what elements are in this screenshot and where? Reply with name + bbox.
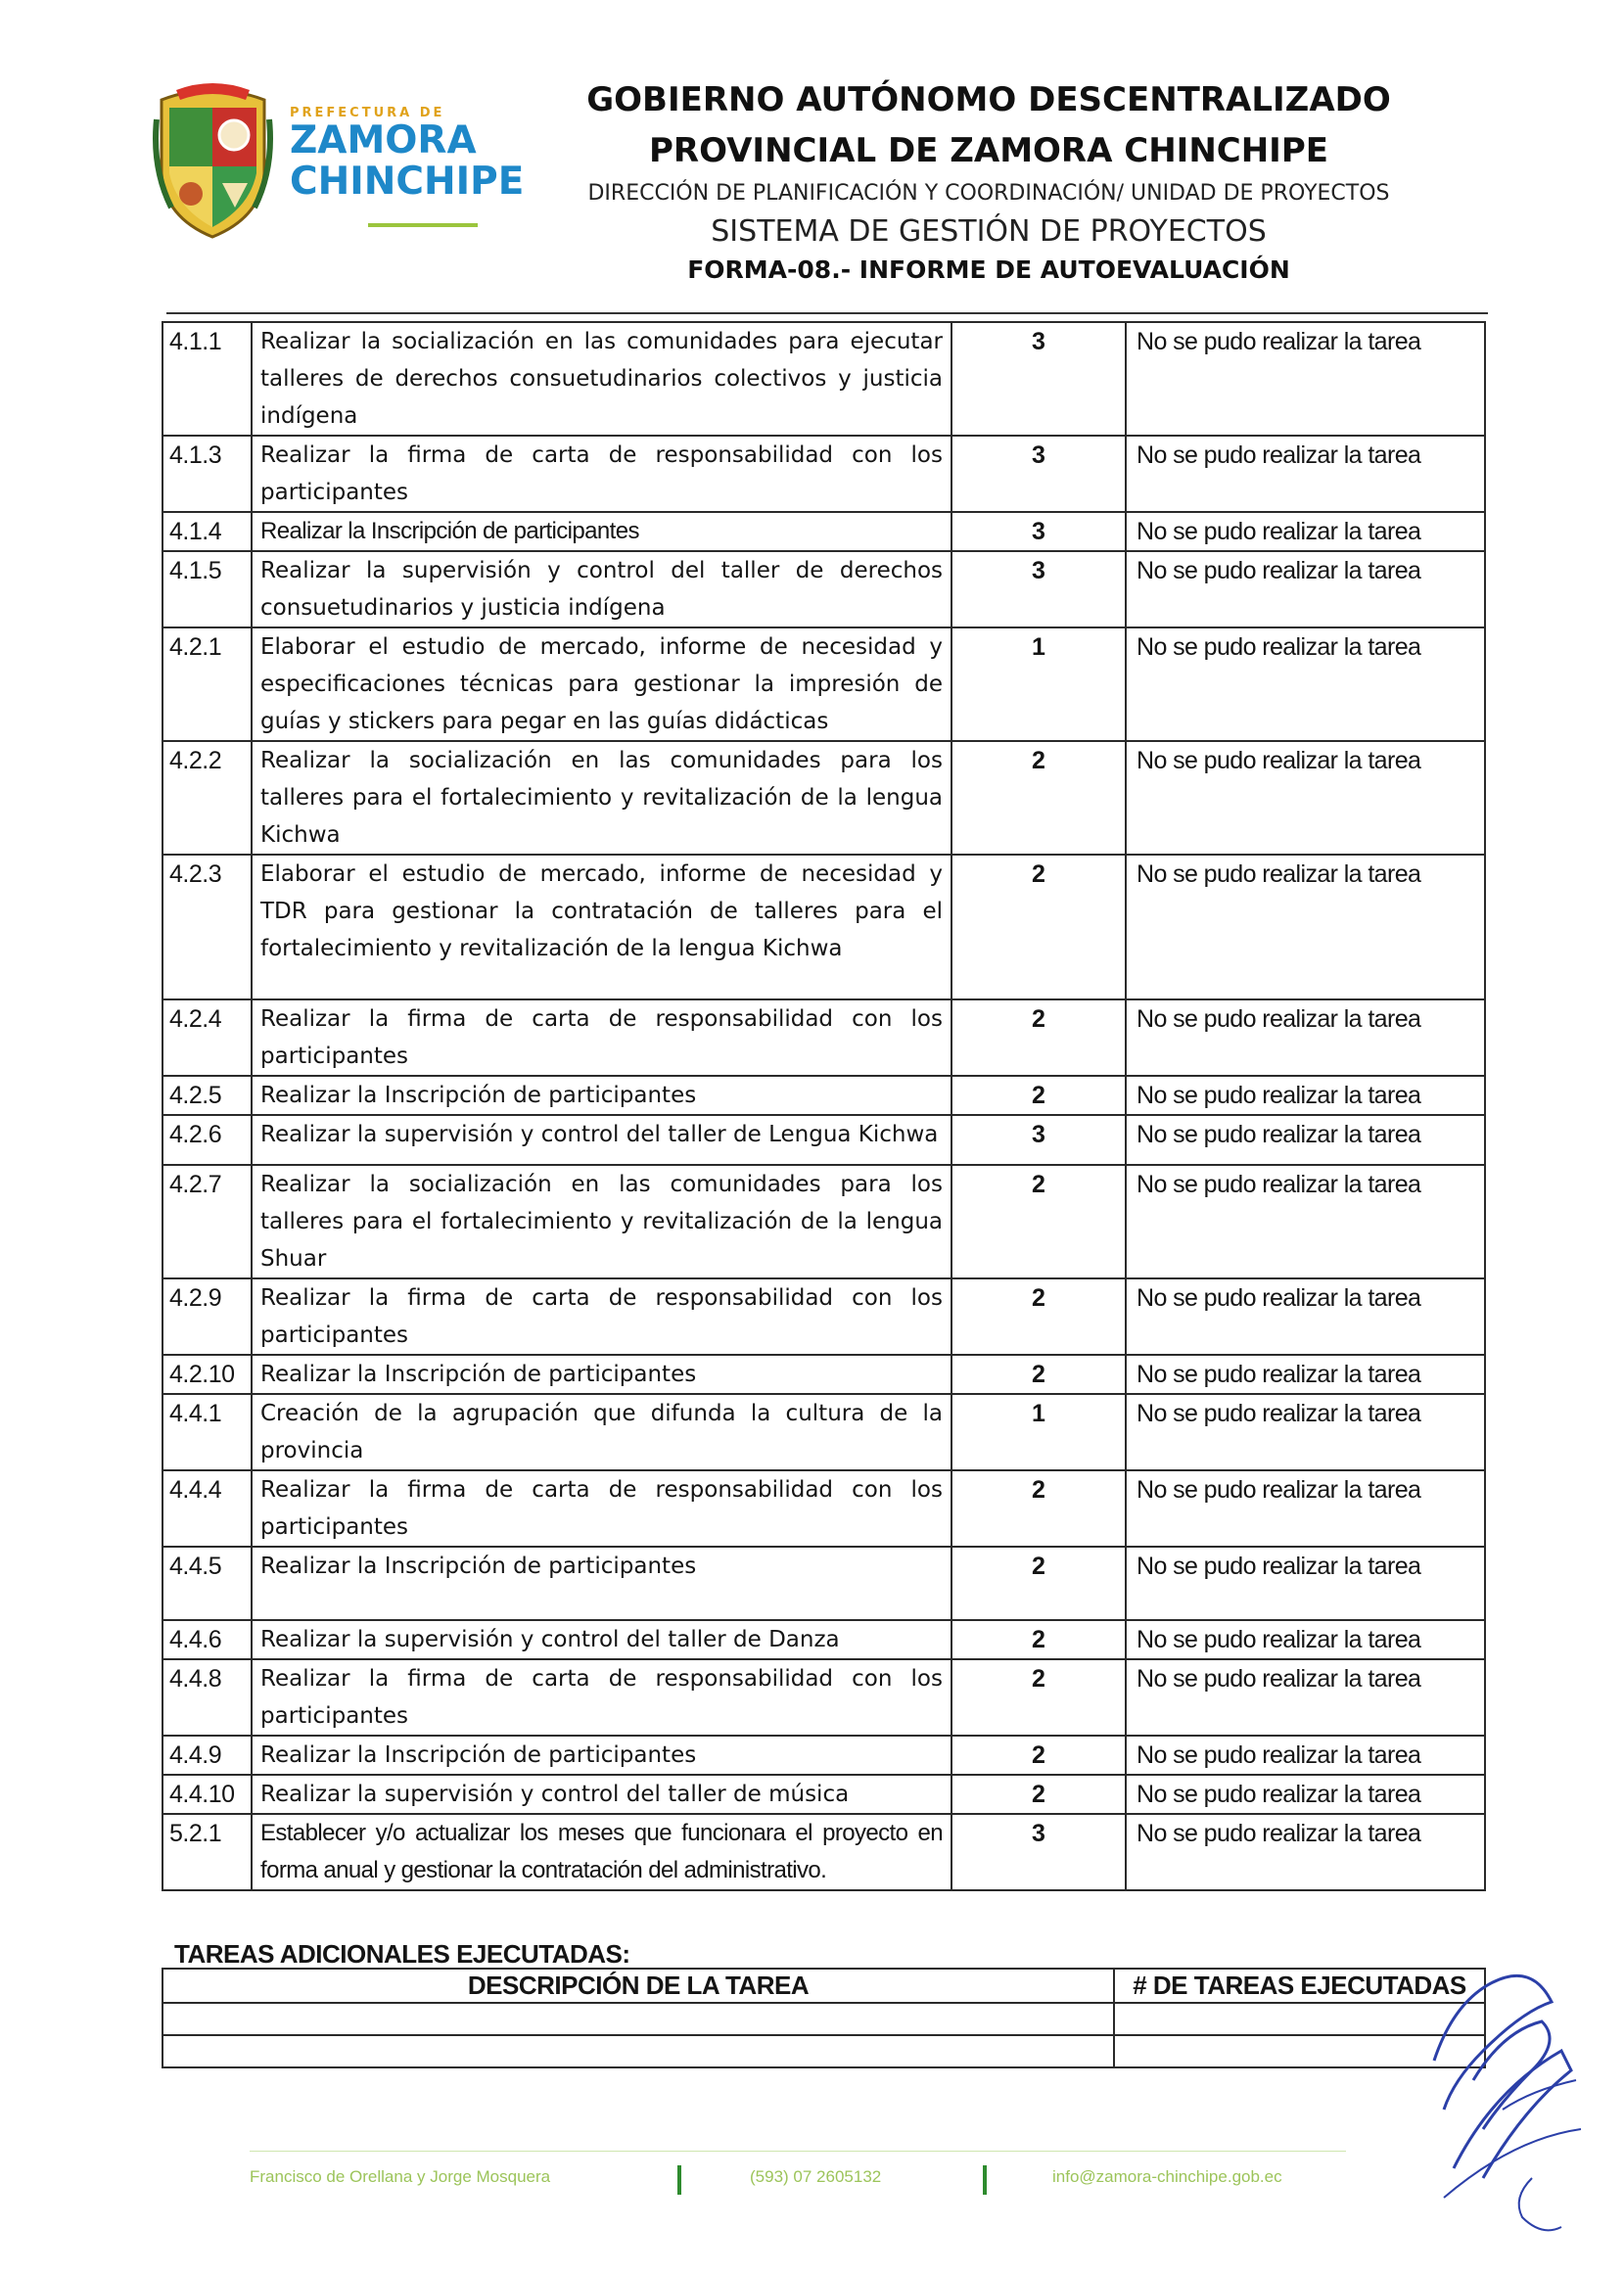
empty-cell bbox=[162, 2035, 1114, 2067]
task-value: 2 bbox=[951, 855, 1126, 999]
task-description: Elaborar el estudio de mercado, informe de necesidad y TDR para gestionar la contratación de talleres para el fortalecimiento y revitalización de la lengua Kichwa bbox=[252, 855, 951, 999]
table-row bbox=[162, 512, 1485, 551]
task-status: No se pudo realizar la tarea bbox=[1126, 1278, 1485, 1355]
task-value: 3 bbox=[951, 551, 1126, 627]
task-description: Realizar la firma de carta de responsabilidad con los participantes bbox=[252, 1470, 951, 1547]
task-status: No se pudo realizar la tarea bbox=[1126, 1814, 1485, 1890]
footer-phone: (593) 07 2605132 bbox=[750, 2167, 882, 2186]
task-description: Realizar la socialización en las comunidades para los talleres para el fortalecimiento y revitalización de la lengua Shuar bbox=[252, 1165, 951, 1278]
task-value: 3 bbox=[951, 1814, 1126, 1890]
task-value: 3 bbox=[951, 322, 1126, 436]
table-row bbox=[162, 1470, 1485, 1547]
task-code: 4.4.8 bbox=[162, 1659, 252, 1736]
task-description: Realizar la Inscripción de participantes bbox=[252, 512, 951, 551]
task-description: Realizar la firma de carta de responsabilidad con los participantes bbox=[252, 1659, 951, 1736]
task-status: No se pudo realizar la tarea bbox=[1126, 512, 1485, 551]
task-description: Realizar la supervisión y control del taller de derechos consuetudinarios y justicia indígena bbox=[252, 551, 951, 627]
table-row bbox=[162, 999, 1485, 1076]
task-code: 4.4.5 bbox=[162, 1547, 252, 1620]
task-status: No se pudo realizar la tarea bbox=[1126, 999, 1485, 1076]
task-status: No se pudo realizar la tarea bbox=[1126, 1620, 1485, 1659]
task-code: 4.2.3 bbox=[162, 855, 252, 999]
table-row bbox=[162, 1165, 1485, 1278]
task-value: 1 bbox=[951, 627, 1126, 741]
task-value: 1 bbox=[951, 1394, 1126, 1470]
task-status: No se pudo realizar la tarea bbox=[1126, 1775, 1485, 1814]
task-value: 2 bbox=[951, 1076, 1126, 1115]
task-status: No se pudo realizar la tarea bbox=[1126, 1659, 1485, 1736]
header-title-line-1: GOBIERNO AUTÓNOMO DESCENTRALIZADO bbox=[586, 80, 1391, 119]
task-code: 4.2.2 bbox=[162, 741, 252, 855]
table-row bbox=[162, 1547, 1485, 1620]
header-form-title: FORMA-08.- INFORME DE AUTOEVALUACIÓN bbox=[687, 255, 1290, 284]
header-divider bbox=[166, 312, 1488, 314]
task-description: Elaborar el estudio de mercado, informe de necesidad y especificaciones técnicas para gestionar la impresión de guías y stickers para pegar en las guías didácticas bbox=[252, 627, 951, 741]
task-code: 4.1.1 bbox=[162, 322, 252, 436]
task-description: Realizar la Inscripción de participantes bbox=[252, 1355, 951, 1394]
table-row bbox=[162, 1620, 1485, 1659]
empty-cell bbox=[162, 2003, 1114, 2035]
additional-tasks-table bbox=[162, 1968, 1486, 2068]
table-row bbox=[162, 2003, 1485, 2035]
task-code: 4.4.9 bbox=[162, 1736, 252, 1775]
task-description: Realizar la firma de carta de responsabilidad con los participantes bbox=[252, 1278, 951, 1355]
footer-email: info@zamora-chinchipe.gob.ec bbox=[1052, 2167, 1282, 2186]
header-system: SISTEMA DE GESTIÓN DE PROYECTOS bbox=[711, 214, 1267, 249]
task-code: 4.1.4 bbox=[162, 512, 252, 551]
task-value: 2 bbox=[951, 1620, 1126, 1659]
task-status: No se pudo realizar la tarea bbox=[1126, 1076, 1485, 1115]
task-value: 3 bbox=[951, 1115, 1126, 1165]
table-row bbox=[162, 1076, 1485, 1115]
task-description: Creación de la agrupación que difunda la cultura de la provincia bbox=[252, 1394, 951, 1470]
task-status: No se pudo realizar la tarea bbox=[1126, 1165, 1485, 1278]
task-value: 2 bbox=[951, 999, 1126, 1076]
task-description: Realizar la socialización en las comunidades para ejecutar talleres de derechos consuetudinarios colectivos y justicia indígena bbox=[252, 322, 951, 436]
task-description: Realizar la Inscripción de participantes bbox=[252, 1076, 951, 1115]
table-row bbox=[162, 1736, 1485, 1775]
task-description: Realizar la socialización en las comunidades para los talleres para el fortalecimiento y revitalización de la lengua Kichwa bbox=[252, 741, 951, 855]
task-value: 3 bbox=[951, 512, 1126, 551]
task-value: 2 bbox=[951, 1470, 1126, 1547]
logo-small-text: PREFECTURA DE bbox=[290, 106, 445, 120]
footer-divider bbox=[250, 2151, 1346, 2152]
task-value: 2 bbox=[951, 1736, 1126, 1775]
col-count-header: # DE TAREAS EJECUTADAS bbox=[1114, 1969, 1485, 2003]
task-code: 4.1.3 bbox=[162, 436, 252, 512]
header-direction: DIRECCIÓN DE PLANIFICACIÓN Y COORDINACIÓN/ UNIDAD DE PROYECTOS bbox=[587, 181, 1390, 206]
task-status: No se pudo realizar la tarea bbox=[1126, 741, 1485, 855]
table-row bbox=[162, 551, 1485, 627]
task-status: No se pudo realizar la tarea bbox=[1126, 322, 1485, 436]
additional-tasks-title: TAREAS ADICIONALES EJECUTADAS: bbox=[174, 1939, 630, 1969]
task-value: 2 bbox=[951, 1659, 1126, 1736]
footer-separator bbox=[677, 2165, 681, 2195]
logo-line-2: CHINCHIPE bbox=[290, 160, 525, 204]
table-row bbox=[162, 436, 1485, 512]
table-row bbox=[162, 1355, 1485, 1394]
task-code: 4.4.10 bbox=[162, 1775, 252, 1814]
footer-address: Francisco de Orellana y Jorge Mosquera bbox=[250, 2167, 551, 2186]
table-row bbox=[162, 627, 1485, 741]
task-code: 4.4.1 bbox=[162, 1394, 252, 1470]
task-status: No se pudo realizar la tarea bbox=[1126, 855, 1485, 999]
table-row bbox=[162, 1394, 1485, 1470]
task-description: Realizar la Inscripción de participantes bbox=[252, 1736, 951, 1775]
logo-line-1: ZAMORA bbox=[290, 118, 477, 162]
task-status: No se pudo realizar la tarea bbox=[1126, 1355, 1485, 1394]
task-description: Realizar la firma de carta de responsabilidad con los participantes bbox=[252, 999, 951, 1076]
prefecture-wordmark bbox=[290, 106, 524, 203]
table-row bbox=[162, 741, 1485, 855]
col-description-header: DESCRIPCIÓN DE LA TAREA bbox=[162, 1969, 1114, 2003]
task-code: 4.4.6 bbox=[162, 1620, 252, 1659]
table-row bbox=[162, 2035, 1485, 2067]
task-status: No se pudo realizar la tarea bbox=[1126, 551, 1485, 627]
task-status: No se pudo realizar la tarea bbox=[1126, 1547, 1485, 1620]
task-description: Realizar la supervisión y control del taller de música bbox=[252, 1775, 951, 1814]
task-description: Realizar la supervisión y control del taller de Lengua Kichwa bbox=[252, 1115, 951, 1165]
task-status: No se pudo realizar la tarea bbox=[1126, 436, 1485, 512]
table-row bbox=[162, 1775, 1485, 1814]
task-value: 2 bbox=[951, 1775, 1126, 1814]
table-row bbox=[162, 1115, 1485, 1165]
task-description: Realizar la Inscripción de participantes bbox=[252, 1547, 951, 1620]
handwritten-signature bbox=[1415, 1943, 1601, 2266]
task-code: 5.2.1 bbox=[162, 1814, 252, 1890]
table-row bbox=[162, 1814, 1485, 1890]
task-code: 4.2.9 bbox=[162, 1278, 252, 1355]
self-evaluation-table bbox=[162, 321, 1486, 1891]
task-table-body bbox=[162, 322, 1485, 1890]
task-code: 4.2.1 bbox=[162, 627, 252, 741]
header-title-line-2: PROVINCIAL DE ZAMORA CHINCHIPE bbox=[649, 131, 1328, 170]
task-code: 4.2.4 bbox=[162, 999, 252, 1076]
task-code: 4.2.6 bbox=[162, 1115, 252, 1165]
task-status: No se pudo realizar la tarea bbox=[1126, 1736, 1485, 1775]
task-value: 3 bbox=[951, 436, 1126, 512]
task-code: 4.4.4 bbox=[162, 1470, 252, 1547]
task-code: 4.2.5 bbox=[162, 1076, 252, 1115]
table-row bbox=[162, 1659, 1485, 1736]
document-header bbox=[519, 74, 1459, 288]
task-value: 2 bbox=[951, 1278, 1126, 1355]
task-code: 4.2.7 bbox=[162, 1165, 252, 1278]
task-description: Realizar la supervisión y control del taller de Danza bbox=[252, 1620, 951, 1659]
task-code: 4.1.5 bbox=[162, 551, 252, 627]
footer-separator bbox=[983, 2165, 987, 2195]
task-value: 2 bbox=[951, 1355, 1126, 1394]
table-row bbox=[162, 1278, 1485, 1355]
table-row bbox=[162, 855, 1485, 999]
task-description: Realizar la firma de carta de responsabilidad con los participantes bbox=[252, 436, 951, 512]
task-status: No se pudo realizar la tarea bbox=[1126, 1394, 1485, 1470]
prefecture-shield-logo bbox=[152, 80, 274, 242]
task-code: 4.2.10 bbox=[162, 1355, 252, 1394]
task-value: 2 bbox=[951, 741, 1126, 855]
logo-underline bbox=[368, 223, 478, 227]
task-status: No se pudo realizar la tarea bbox=[1126, 1470, 1485, 1547]
task-description: Establecer y/o actualizar los meses que funcionara el proyecto en forma anual y gestionar la contratación del administrativo. bbox=[252, 1814, 951, 1890]
task-status: No se pudo realizar la tarea bbox=[1126, 1115, 1485, 1165]
table-row bbox=[162, 322, 1485, 436]
task-value: 2 bbox=[951, 1165, 1126, 1278]
task-status: No se pudo realizar la tarea bbox=[1126, 627, 1485, 741]
task-value: 2 bbox=[951, 1547, 1126, 1620]
